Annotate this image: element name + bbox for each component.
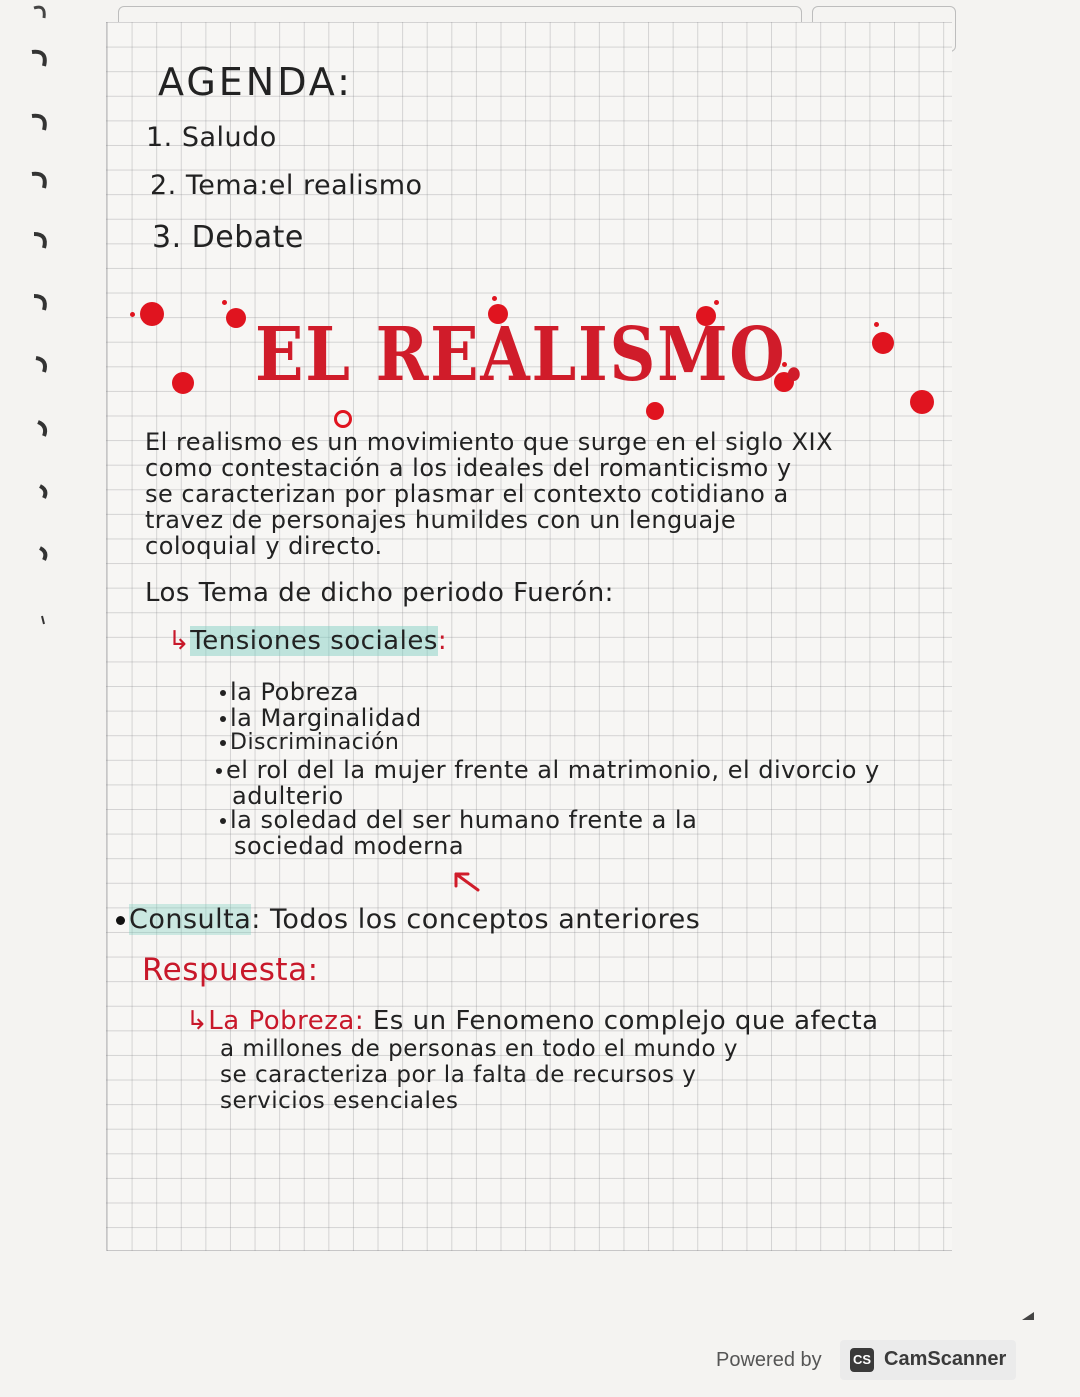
respuesta-line: servicios esenciales xyxy=(220,1088,459,1114)
main-title: EL REALISMO. xyxy=(255,312,807,398)
decor-dot xyxy=(646,402,664,420)
list-item-continuation: adulterio xyxy=(232,782,344,810)
decor-dot xyxy=(910,390,934,414)
spiral-ring-icon xyxy=(28,606,50,632)
bullet-icon xyxy=(116,916,125,925)
intro-line: travez de personajes humildes con un lenguaje xyxy=(145,506,737,534)
spiral-ring-icon xyxy=(28,228,50,254)
spiral-ring-icon xyxy=(28,46,50,72)
spiral-ring-icon xyxy=(28,0,50,26)
respuesta-term: La Pobreza: xyxy=(208,1006,365,1036)
list-item-continuation: sociedad moderna xyxy=(234,832,465,860)
agenda-item-tema: 2. Tema:el realismo xyxy=(150,170,423,201)
decor-dot xyxy=(874,322,879,327)
bullet-icon xyxy=(220,690,226,696)
spiral-ring-icon xyxy=(28,110,50,136)
respuesta-line: a millones de personas en todo el mundo y xyxy=(220,1036,738,1062)
agenda-item-saludo: 1. Saludo xyxy=(146,122,277,153)
camscanner-badge xyxy=(840,1340,1016,1380)
decor-dot xyxy=(334,410,352,428)
up-arrow-icon xyxy=(448,868,484,896)
spiral-ring-icon xyxy=(28,540,50,566)
spiral-ring-icon xyxy=(28,352,50,378)
arrow-icon: ↳ xyxy=(186,1006,209,1036)
list-item: el rol del la mujer frente al matrimonio, el divorcio y xyxy=(216,756,880,784)
list-item: la Marginalidad xyxy=(220,704,422,732)
list-item: Discriminación xyxy=(220,730,399,755)
spiral-ring-icon xyxy=(28,478,50,504)
spiral-ring-icon xyxy=(28,416,50,442)
respuesta-first-line xyxy=(186,1006,879,1036)
respuesta-line: se caracteriza por la falta de recursos y xyxy=(220,1062,697,1088)
temas-heading: Los Tema de dicho periodo Fuerón: xyxy=(145,578,614,608)
decor-dot xyxy=(872,332,894,354)
agenda-title: AGENDA: xyxy=(158,60,353,104)
subheading-colon: : xyxy=(437,626,448,656)
bullet-icon xyxy=(220,740,226,746)
decor-dot xyxy=(226,308,246,328)
intro-line: como contestación a los ideales del romanticismo y xyxy=(145,454,792,482)
intro-line: El realismo es un movimiento que surge en el siglo XIX xyxy=(145,428,834,456)
agenda-item-debate: 3. Debate xyxy=(152,220,304,255)
decor-dot xyxy=(140,302,164,326)
spiral-ring-icon xyxy=(28,168,50,194)
respuesta-line: Es un Fenomeno complejo que afecta xyxy=(372,1006,879,1036)
decor-dot xyxy=(714,300,719,305)
list-item: la Pobreza xyxy=(220,678,359,706)
consulta-line xyxy=(116,904,700,935)
intro-line: se caracterizan por plasmar el contexto cotidiano a xyxy=(145,480,789,508)
powered-by-text: Powered by xyxy=(716,1349,822,1371)
bullet-icon xyxy=(220,818,226,824)
consulta-label: Consulta xyxy=(129,904,252,935)
spiral-ring-icon xyxy=(28,290,50,316)
temas-subheading xyxy=(168,626,447,656)
decor-dot xyxy=(172,372,194,394)
camscanner-brand-name: CamScanner xyxy=(884,1348,1007,1370)
camscanner-logo-icon: CS xyxy=(850,1348,874,1372)
decor-dot xyxy=(130,312,135,317)
list-item: la soledad del ser humano frente a la xyxy=(220,806,697,834)
corner-mark-icon xyxy=(1020,1310,1036,1322)
bullet-icon xyxy=(220,716,226,722)
bullet-icon xyxy=(216,768,222,774)
decor-dot xyxy=(492,296,497,301)
decor-dot xyxy=(222,300,227,305)
arrow-icon: ↳ xyxy=(168,626,191,656)
tensiones-sociales-label: Tensiones sociales xyxy=(190,626,438,656)
consulta-text: : Todos los conceptos anteriores xyxy=(251,904,701,935)
intro-line: coloquial y directo. xyxy=(145,532,383,560)
respuesta-label: Respuesta: xyxy=(142,952,319,988)
